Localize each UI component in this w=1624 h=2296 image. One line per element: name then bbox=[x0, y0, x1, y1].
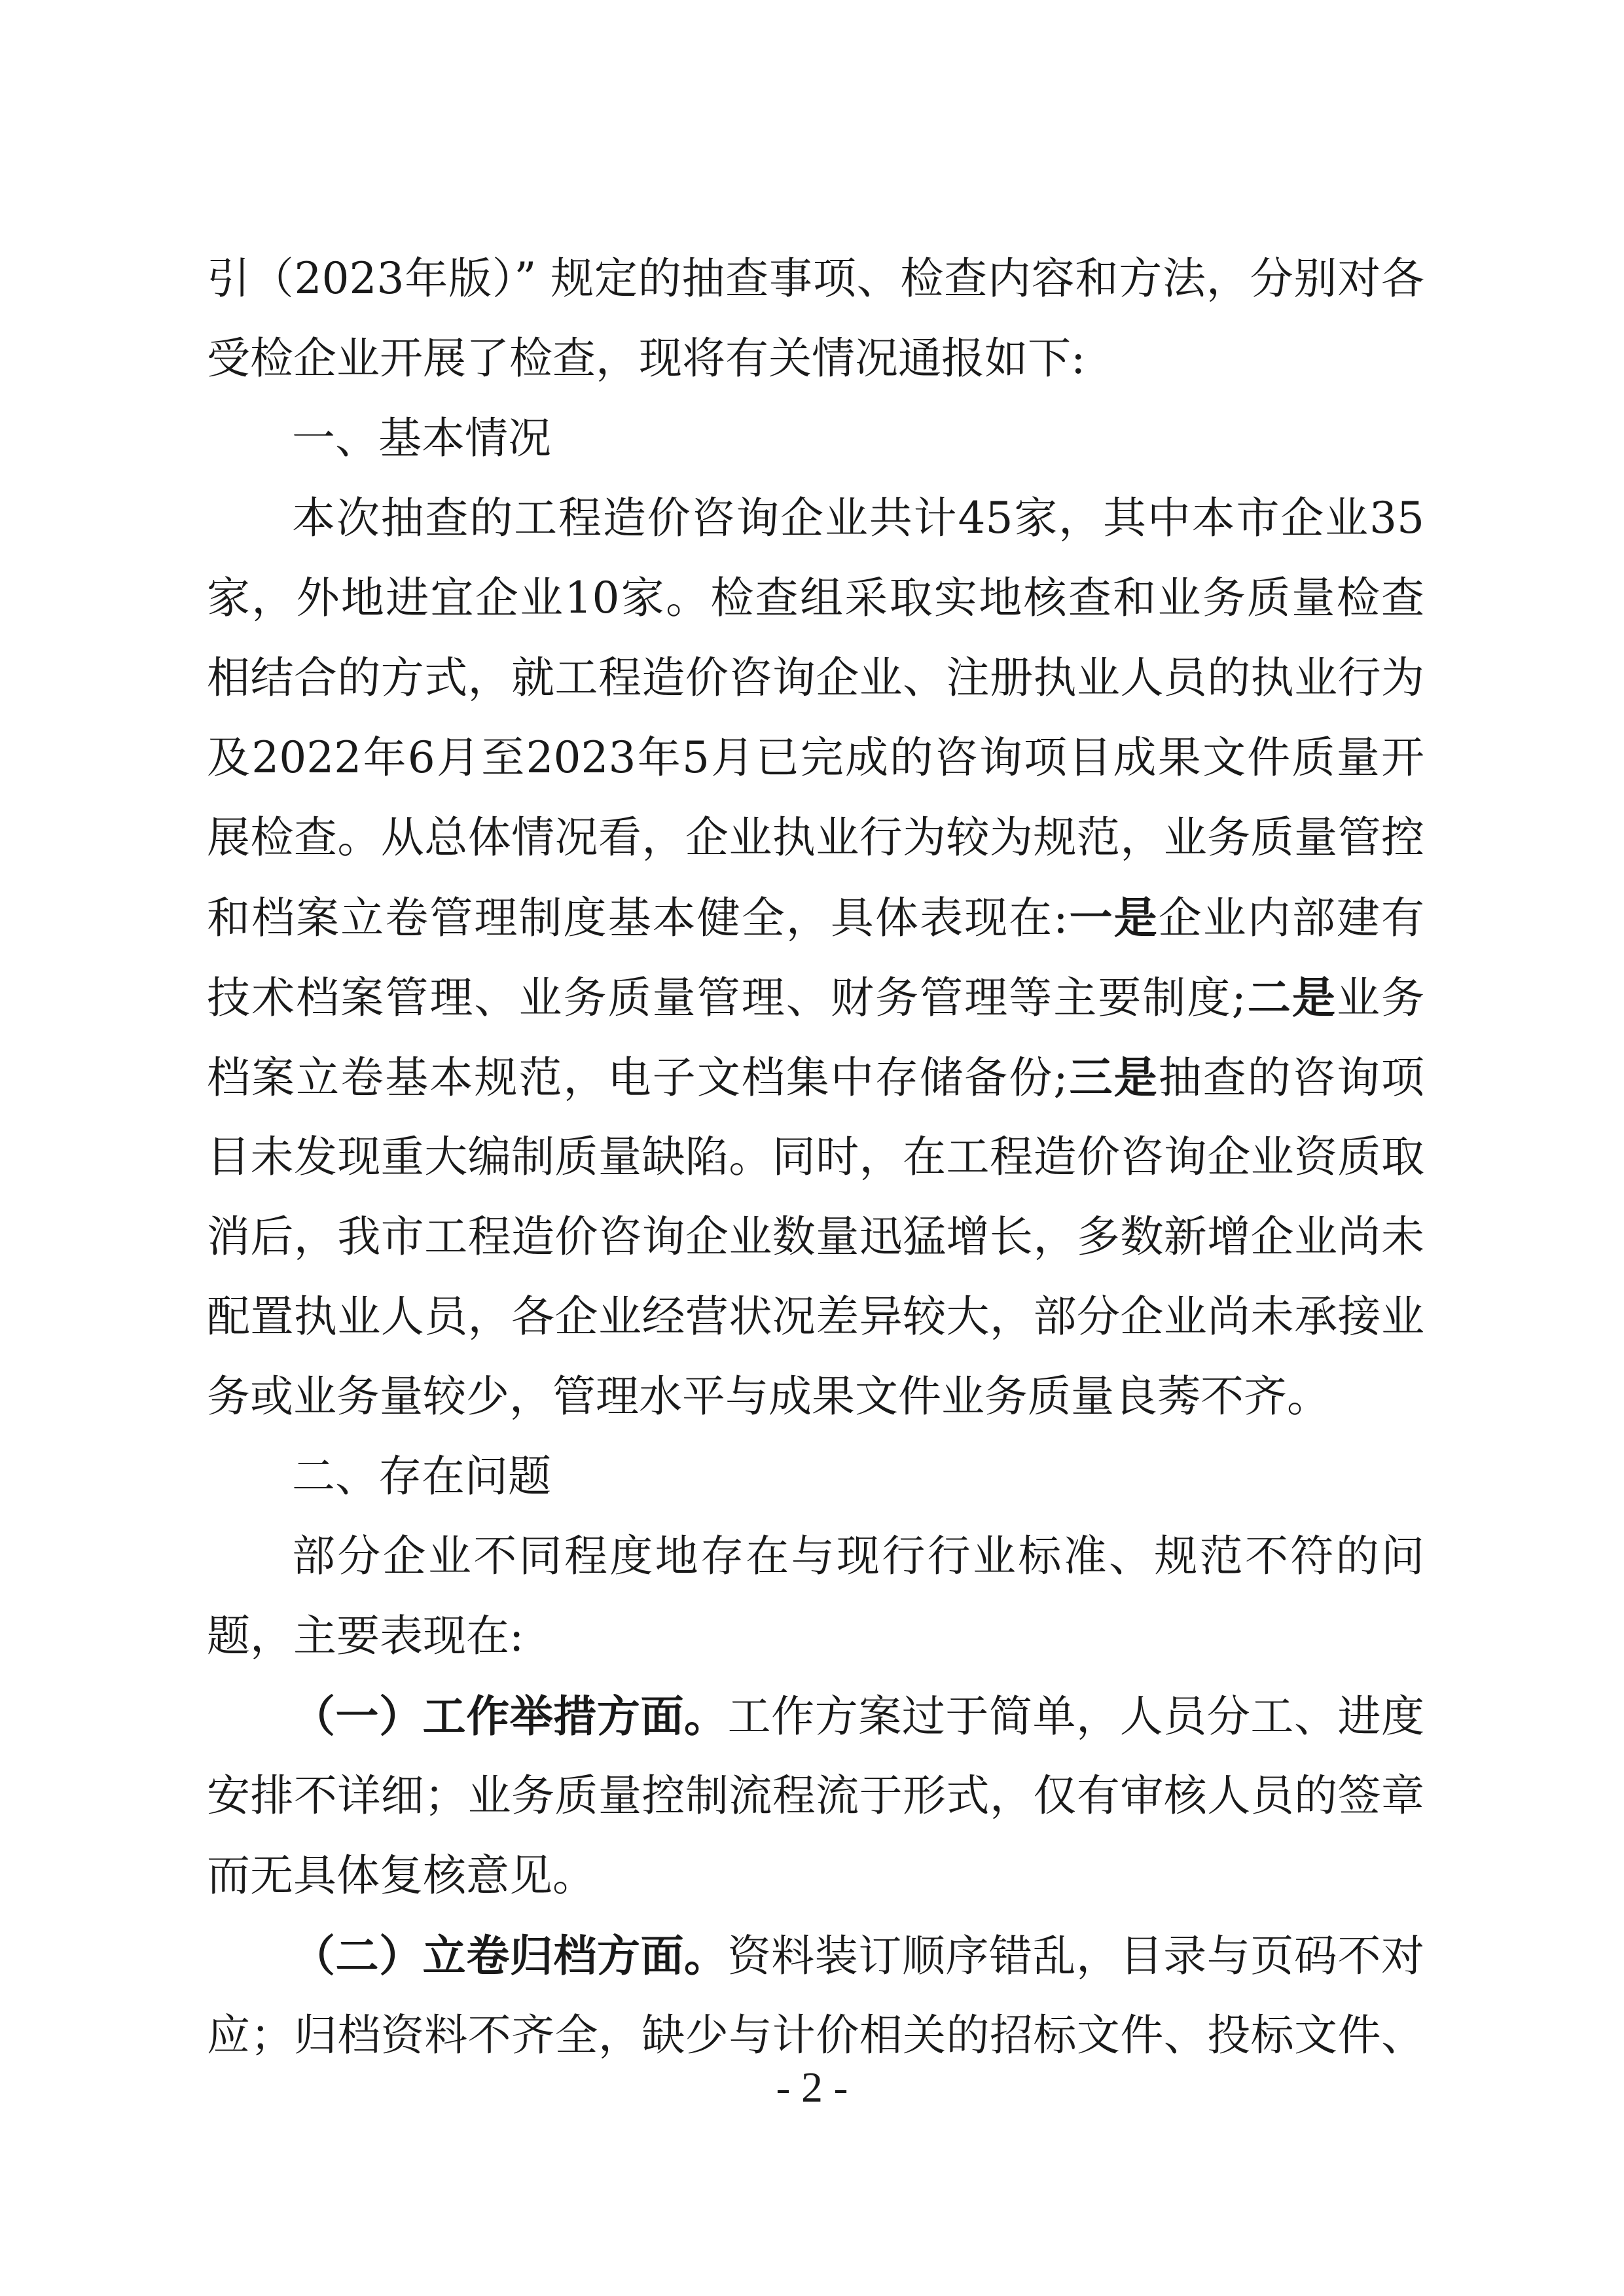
text-span: 资料装订顺序错乱，目录与页码不对 bbox=[727, 1931, 1425, 1981]
emphasis-first: 一是 bbox=[1068, 892, 1159, 943]
text-line: 目未发现重大编制质量缺陷。同时，在工程造价咨询企业资质取 bbox=[207, 1132, 1424, 1182]
section-heading-existing-problems: 二、存在问题 bbox=[292, 1451, 551, 1501]
text-line: 引（2023年版）” 规定的抽查事项、检查内容和方法，分别对各 bbox=[207, 253, 1424, 304]
text-span: 和档案立卷管理制度基本健全，具体表现在: bbox=[207, 893, 1068, 943]
text-line: 相结合的方式，就工程造价咨询企业、注册执业人员的执业行为 bbox=[207, 653, 1424, 703]
subsection-title-work-measures: （一）工作举措方面。 bbox=[292, 1691, 728, 1742]
text-span: 档案立卷基本规范，电子文档集中存储备份; bbox=[207, 1052, 1068, 1103]
subsection-title-filing-archiving: （二）立卷归档方面。 bbox=[292, 1930, 728, 1981]
text-line bbox=[207, 878, 1424, 958]
text-line bbox=[207, 1916, 1424, 1996]
text-line: 家，外地进宜企业10家。检查组采取实地核查和业务质量检查 bbox=[207, 573, 1424, 623]
text-line: 务或业务量较少，管理水平与成果文件业务质量良莠不齐。 bbox=[207, 1371, 1330, 1422]
text-line bbox=[207, 1676, 1424, 1756]
text-line: 而无具体复核意见。 bbox=[207, 1850, 596, 1901]
text-line: 配置执业人员，各企业经营状况差异较大，部分企业尚未承接业 bbox=[207, 1291, 1424, 1342]
text-line bbox=[207, 1037, 1424, 1117]
text-line: 部分企业不同程度地存在与现行行业标准、规范不符的问 bbox=[292, 1531, 1424, 1581]
emphasis-third: 三是 bbox=[1068, 1052, 1159, 1103]
text-line: 展检查。从总体情况看，企业执业行为较为规范，业务质量管控 bbox=[207, 812, 1424, 863]
text-span: 业务 bbox=[1336, 973, 1425, 1023]
text-line bbox=[207, 958, 1424, 1037]
text-span: 工作方案过于简单，人员分工、进度 bbox=[727, 1691, 1425, 1742]
emphasis-second: 二是 bbox=[1246, 972, 1337, 1023]
text-line: 及2022年6月至2023年5月已完成的咨询项目成果文件质量开 bbox=[207, 732, 1424, 783]
text-line: 受检企业开展了检查，现将有关情况通报如下: bbox=[207, 333, 1086, 384]
text-line: 应；归档资料不齐全，缺少与计价相关的招标文件、投标文件、 bbox=[207, 2010, 1424, 2060]
text-span: 技术档案管理、业务质量管理、财务管理等主要制度; bbox=[207, 973, 1246, 1023]
text-span: 企业内部建有 bbox=[1158, 893, 1424, 943]
page-number: - 2 - bbox=[776, 2064, 848, 2111]
text-line: 消后，我市工程造价咨询企业数量迅猛增长，多数新增企业尚未 bbox=[207, 1211, 1424, 1262]
document-body bbox=[207, 239, 1424, 2075]
text-line: 题，主要表现在: bbox=[207, 1611, 524, 1661]
text-line: 安排不详细；业务质量控制流程流于形式，仅有审核人员的签章 bbox=[207, 1770, 1424, 1821]
section-heading-basic-situation: 一、基本情况 bbox=[292, 413, 551, 463]
text-span: 抽查的咨询项 bbox=[1158, 1052, 1424, 1103]
text-line: 本次抽查的工程造价咨询企业共计45家，其中本市企业35 bbox=[292, 493, 1424, 543]
